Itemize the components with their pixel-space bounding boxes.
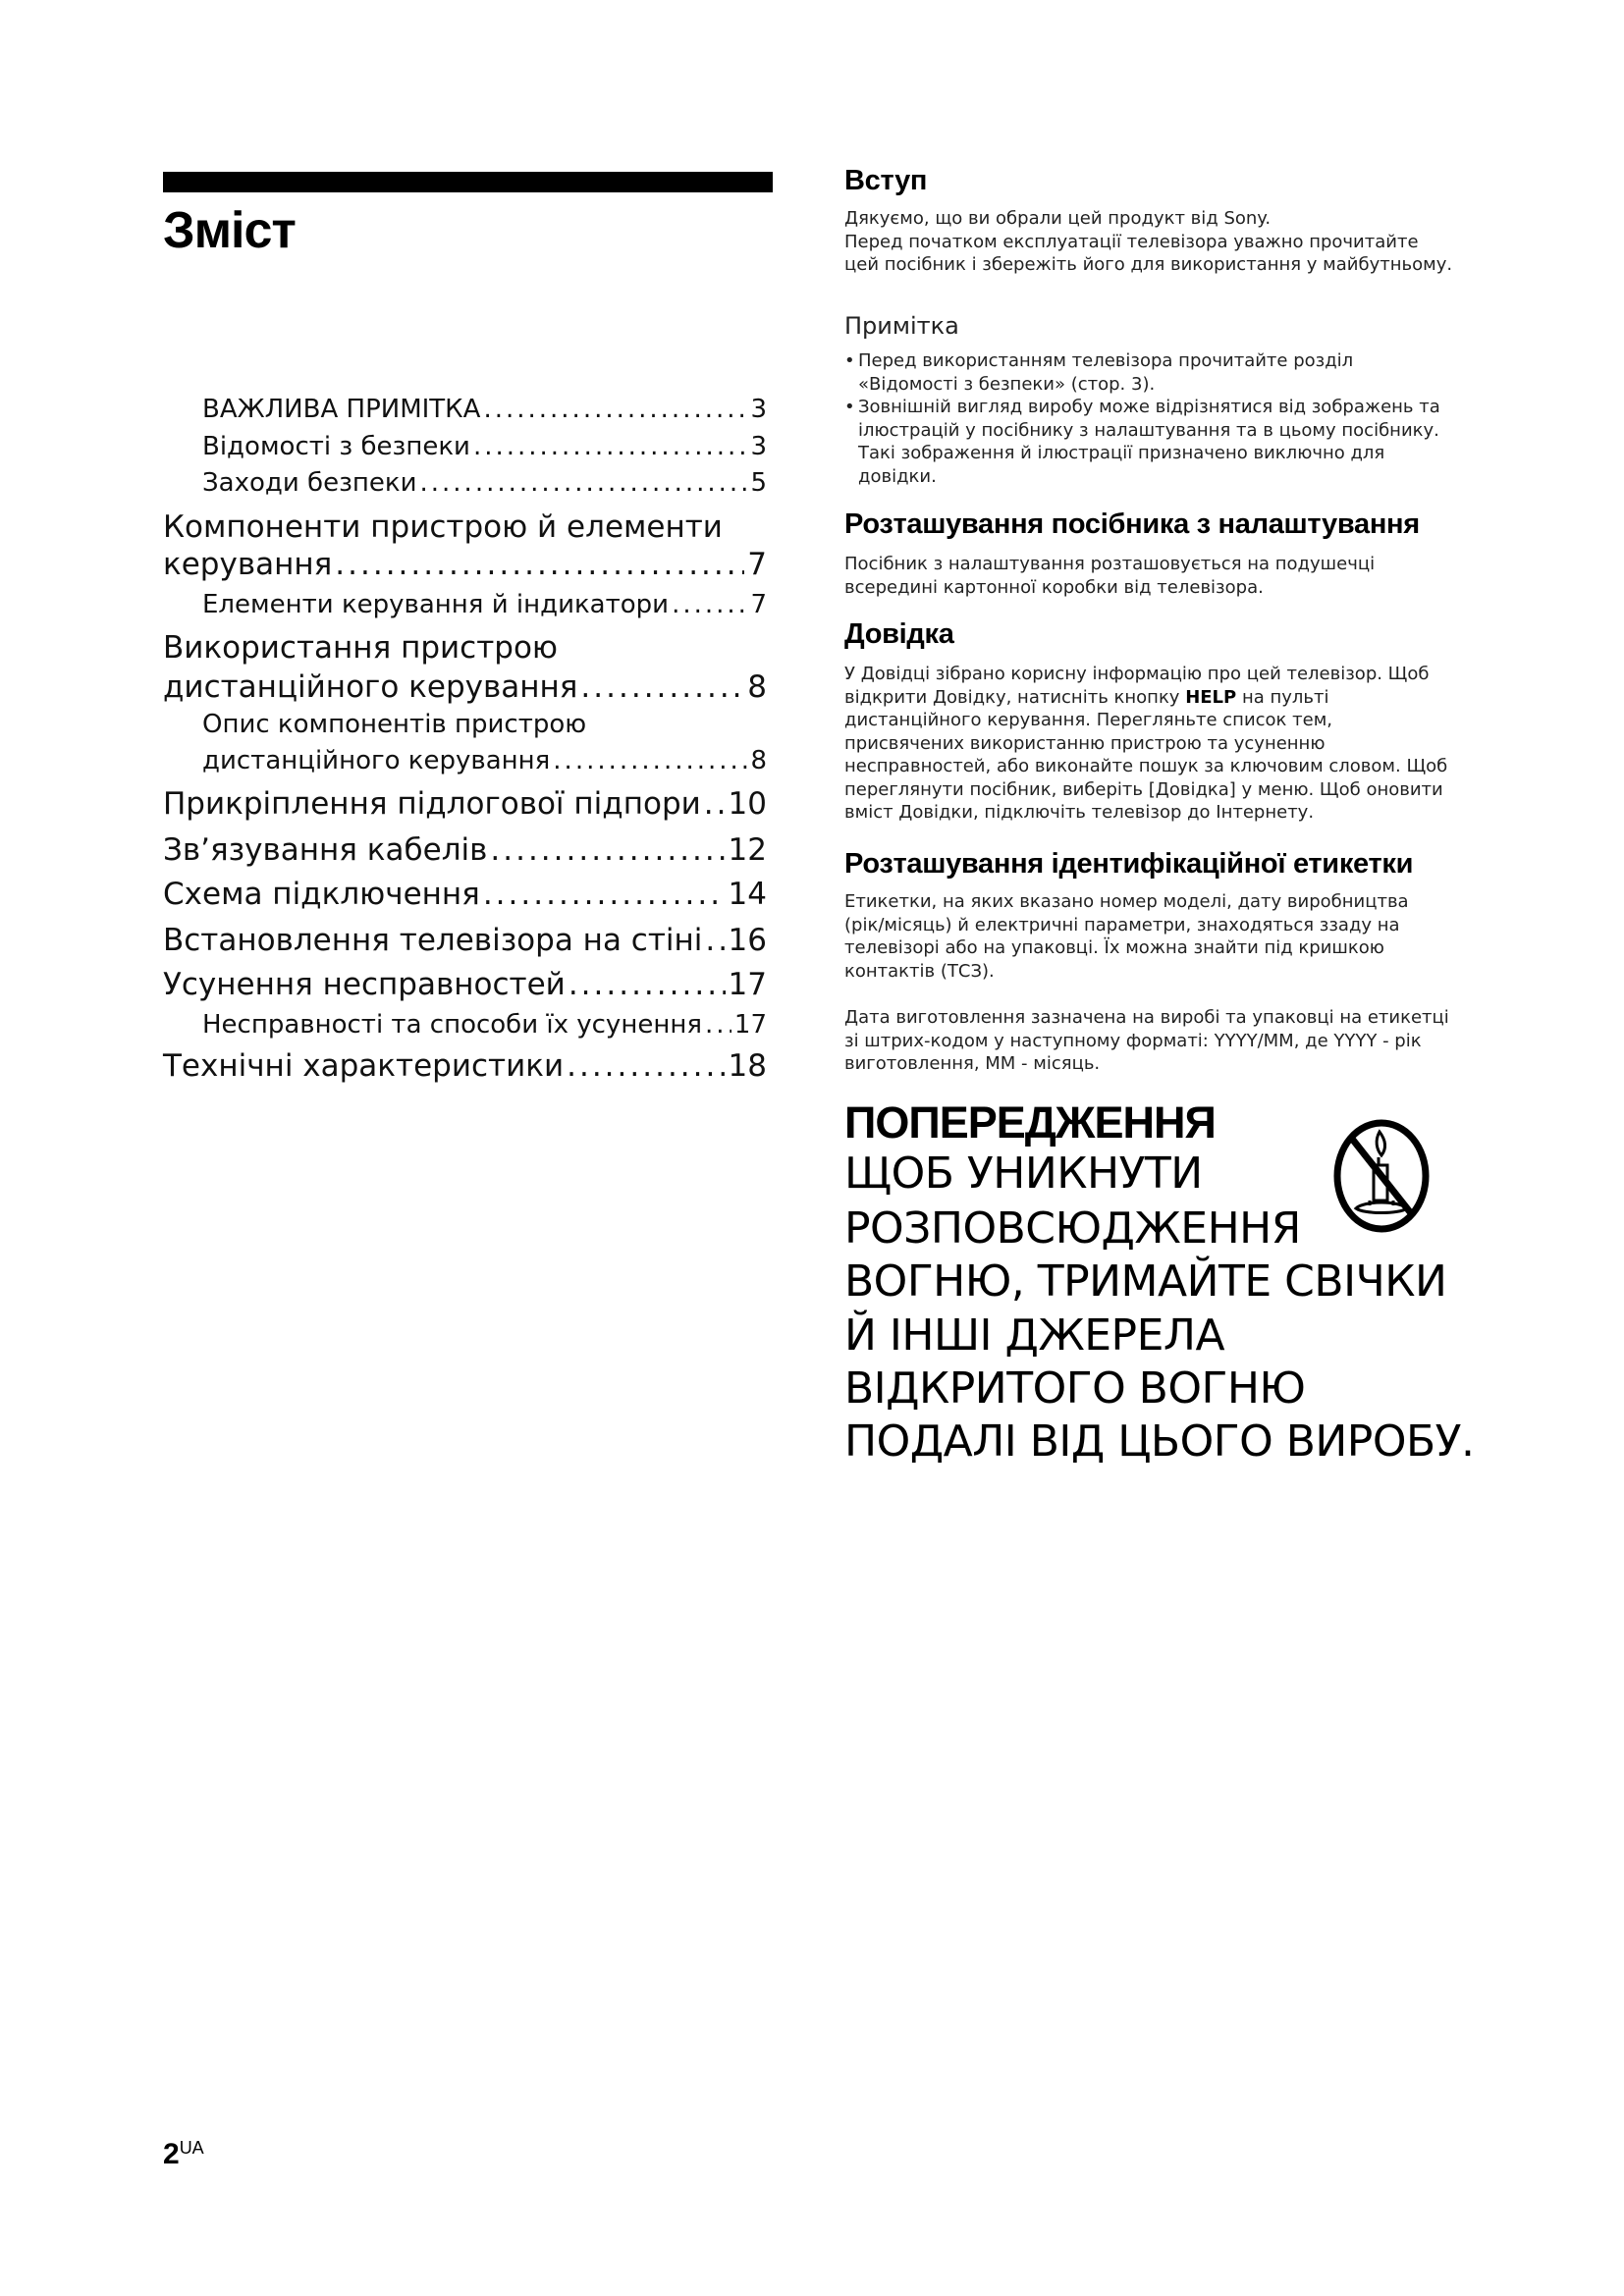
toc-leader — [473, 432, 748, 461]
toc-entry-label: Встановлення телевізора на стіні — [163, 923, 703, 958]
toc-entry-line1: Опис компонентів пристрою — [202, 710, 587, 739]
setup-guide-heading: Розташування посібника з налаштування — [844, 508, 1420, 540]
toc-entry[interactable] — [163, 669, 767, 705]
help-heading: Довідка — [844, 618, 954, 650]
toc-entry-label: Прикріплення підлогової підпори — [163, 786, 701, 822]
toc-page: 17 — [728, 967, 767, 1002]
toc-leader — [567, 1048, 725, 1084]
page-number — [163, 2138, 204, 2171]
toc-leader — [335, 547, 744, 582]
help-text-part: на пульті дистанційного керування. Перегляньте список тем, присвячених використанню пристрою та усуненню несправностей, або виконайте пошук за ключовим словом. Щоб переглянути посібник, виберіть [Довідка] у меню. Щоб оновити вміст Довідки, підключіть телевізор до Інтернету. — [844, 686, 1448, 823]
toc-entry-label: дистанційного керування — [163, 669, 578, 705]
toc-entry[interactable] — [163, 1048, 767, 1084]
warning-line: ВІДКРИТОГО ВОГНЮ — [844, 1363, 1306, 1414]
toc-entry-label: Несправності та способи їх усунення — [202, 1010, 702, 1040]
toc-entry-line1: Компоненти пристрою й елементи — [163, 509, 723, 545]
toc-entry[interactable] — [163, 832, 767, 868]
page-number-value: 2 — [163, 2138, 180, 2170]
toc-entry-label: Зв’язування кабелів — [163, 832, 488, 868]
id-label-heading: Розташування ідентифікаційної етикетки — [844, 848, 1414, 880]
toc-entry-label: Заходи безпеки — [202, 468, 417, 498]
toc-entry-label: ВАЖЛИВА ПРИМІТКА — [202, 395, 481, 424]
toc-entry-label: Схема підключення — [163, 877, 480, 912]
toc-page: 5 — [750, 468, 767, 498]
toc-entry[interactable] — [202, 432, 767, 461]
toc-entry-label: дистанційного керування — [202, 746, 551, 775]
toc-leader — [483, 395, 747, 424]
warning-title: ПОПЕРЕДЖЕННЯ — [844, 1097, 1216, 1148]
toc-leader — [553, 746, 747, 775]
toc-entry-label: Елементи керування й індикатори — [202, 590, 670, 619]
toc-page: 8 — [747, 669, 767, 705]
toc-entry[interactable] — [163, 786, 767, 822]
help-key: HELP — [1185, 686, 1237, 708]
toc-entry[interactable] — [202, 1010, 767, 1040]
toc-entry[interactable] — [202, 590, 767, 619]
id-label-text: Етикетки, на яких вказано номер моделі, дату виробництва (рік/місяць) й електричні параметри, знаходяться ззаду на телевізорі або на упаковці. Їх можна знайти під кришкою контактів (ТСЗ). — [844, 891, 1409, 982]
toc-entry[interactable] — [163, 877, 767, 912]
toc-page: 16 — [728, 923, 767, 958]
toc-entry[interactable] — [202, 468, 767, 498]
toc-leader — [705, 1010, 731, 1040]
toc-entry[interactable] — [163, 967, 767, 1002]
toc-entry-label: Усунення несправностей — [163, 967, 566, 1002]
toc-entry-line1: Використання пристрою — [163, 630, 559, 666]
toc-page: 3 — [750, 395, 767, 424]
note-heading: Примітка — [844, 312, 959, 340]
toc-page: 7 — [747, 547, 767, 582]
toc-page: 14 — [728, 877, 767, 912]
toc-leader — [483, 877, 726, 912]
no-candle-icon — [1330, 1114, 1433, 1238]
warning-line: ВОГНЮ, ТРИМАЙТЕ СВІЧКИ — [844, 1256, 1447, 1307]
toc-entry[interactable] — [202, 746, 767, 775]
toc-page: 7 — [750, 590, 767, 619]
toc-page: 3 — [750, 432, 767, 461]
help-text — [844, 663, 1453, 825]
page-suffix: UA — [179, 2138, 204, 2158]
toc-leader — [705, 923, 725, 958]
toc-entry[interactable] — [163, 923, 767, 958]
title-rule — [163, 172, 773, 192]
id-label-date-text: Дата виготовлення зазначена на виробі та упаковці на етикетці зі штрих-кодом у наступному форматі: YYYY/MM, де YYYY - рік виготовлення, MM - місяць. — [844, 1007, 1449, 1074]
toc-page: 10 — [728, 786, 767, 822]
toc-leader — [672, 590, 747, 619]
toc-leader — [704, 786, 726, 822]
toc-leader — [420, 468, 748, 498]
toc-page: 8 — [750, 746, 767, 775]
toc-leader — [568, 967, 726, 1002]
intro-heading: Вступ — [844, 165, 928, 196]
toc-leader — [490, 832, 725, 868]
toc-page: 18 — [728, 1048, 767, 1084]
setup-guide-text: Посібник з налаштування розташовується на подушечці всередині картонної коробки від телевізора. — [844, 554, 1376, 598]
warning-line: ЩОБ УНИКНУТИ — [844, 1148, 1203, 1199]
warning-line: РОЗПОВСЮДЖЕННЯ — [844, 1203, 1301, 1254]
toc-entry[interactable] — [163, 547, 767, 582]
warning-line: ПОДАЛІ ВІД ЦЬОГО ВИРОБУ. — [844, 1416, 1475, 1467]
warning-line: Й ІНШІ ДЖЕРЕЛА — [844, 1310, 1225, 1361]
toc-entry-label: Технічні характеристики — [163, 1048, 565, 1084]
intro-paragraph: Перед початком експлуатації телевізора уважно прочитайте цей посібник і збережіть його для використання у майбутньому. — [844, 231, 1453, 275]
toc-entry-label: керування — [163, 547, 333, 582]
toc-entry[interactable] — [202, 395, 767, 424]
toc-title: Зміст — [163, 202, 296, 259]
note-item: • Зовнішній вигляд виробу може відрізнятися від зображень та ілюстрацій у посібнику з налаштування та в цьому посібнику. Такі зображення й ілюстрації призначено виключно для довідки. — [844, 396, 1453, 488]
note-item: • Перед використанням телевізора прочитайте розділ «Відомості з безпеки» (стор. 3). — [844, 349, 1453, 396]
toc-entry-label: Відомості з безпеки — [202, 432, 470, 461]
note-list — [844, 349, 1453, 488]
toc-page: 12 — [728, 832, 767, 868]
toc-page: 17 — [733, 1010, 767, 1040]
intro-paragraph: Дякуємо, що ви обрали цей продукт від Sony. — [844, 208, 1272, 229]
help-text-part: У Довідці зібрано корисну інформацію про цей телевізор. Щоб відкрити Довідку, натисніть кнопку — [844, 664, 1430, 708]
intro-text — [844, 207, 1453, 277]
toc-leader — [580, 669, 744, 705]
